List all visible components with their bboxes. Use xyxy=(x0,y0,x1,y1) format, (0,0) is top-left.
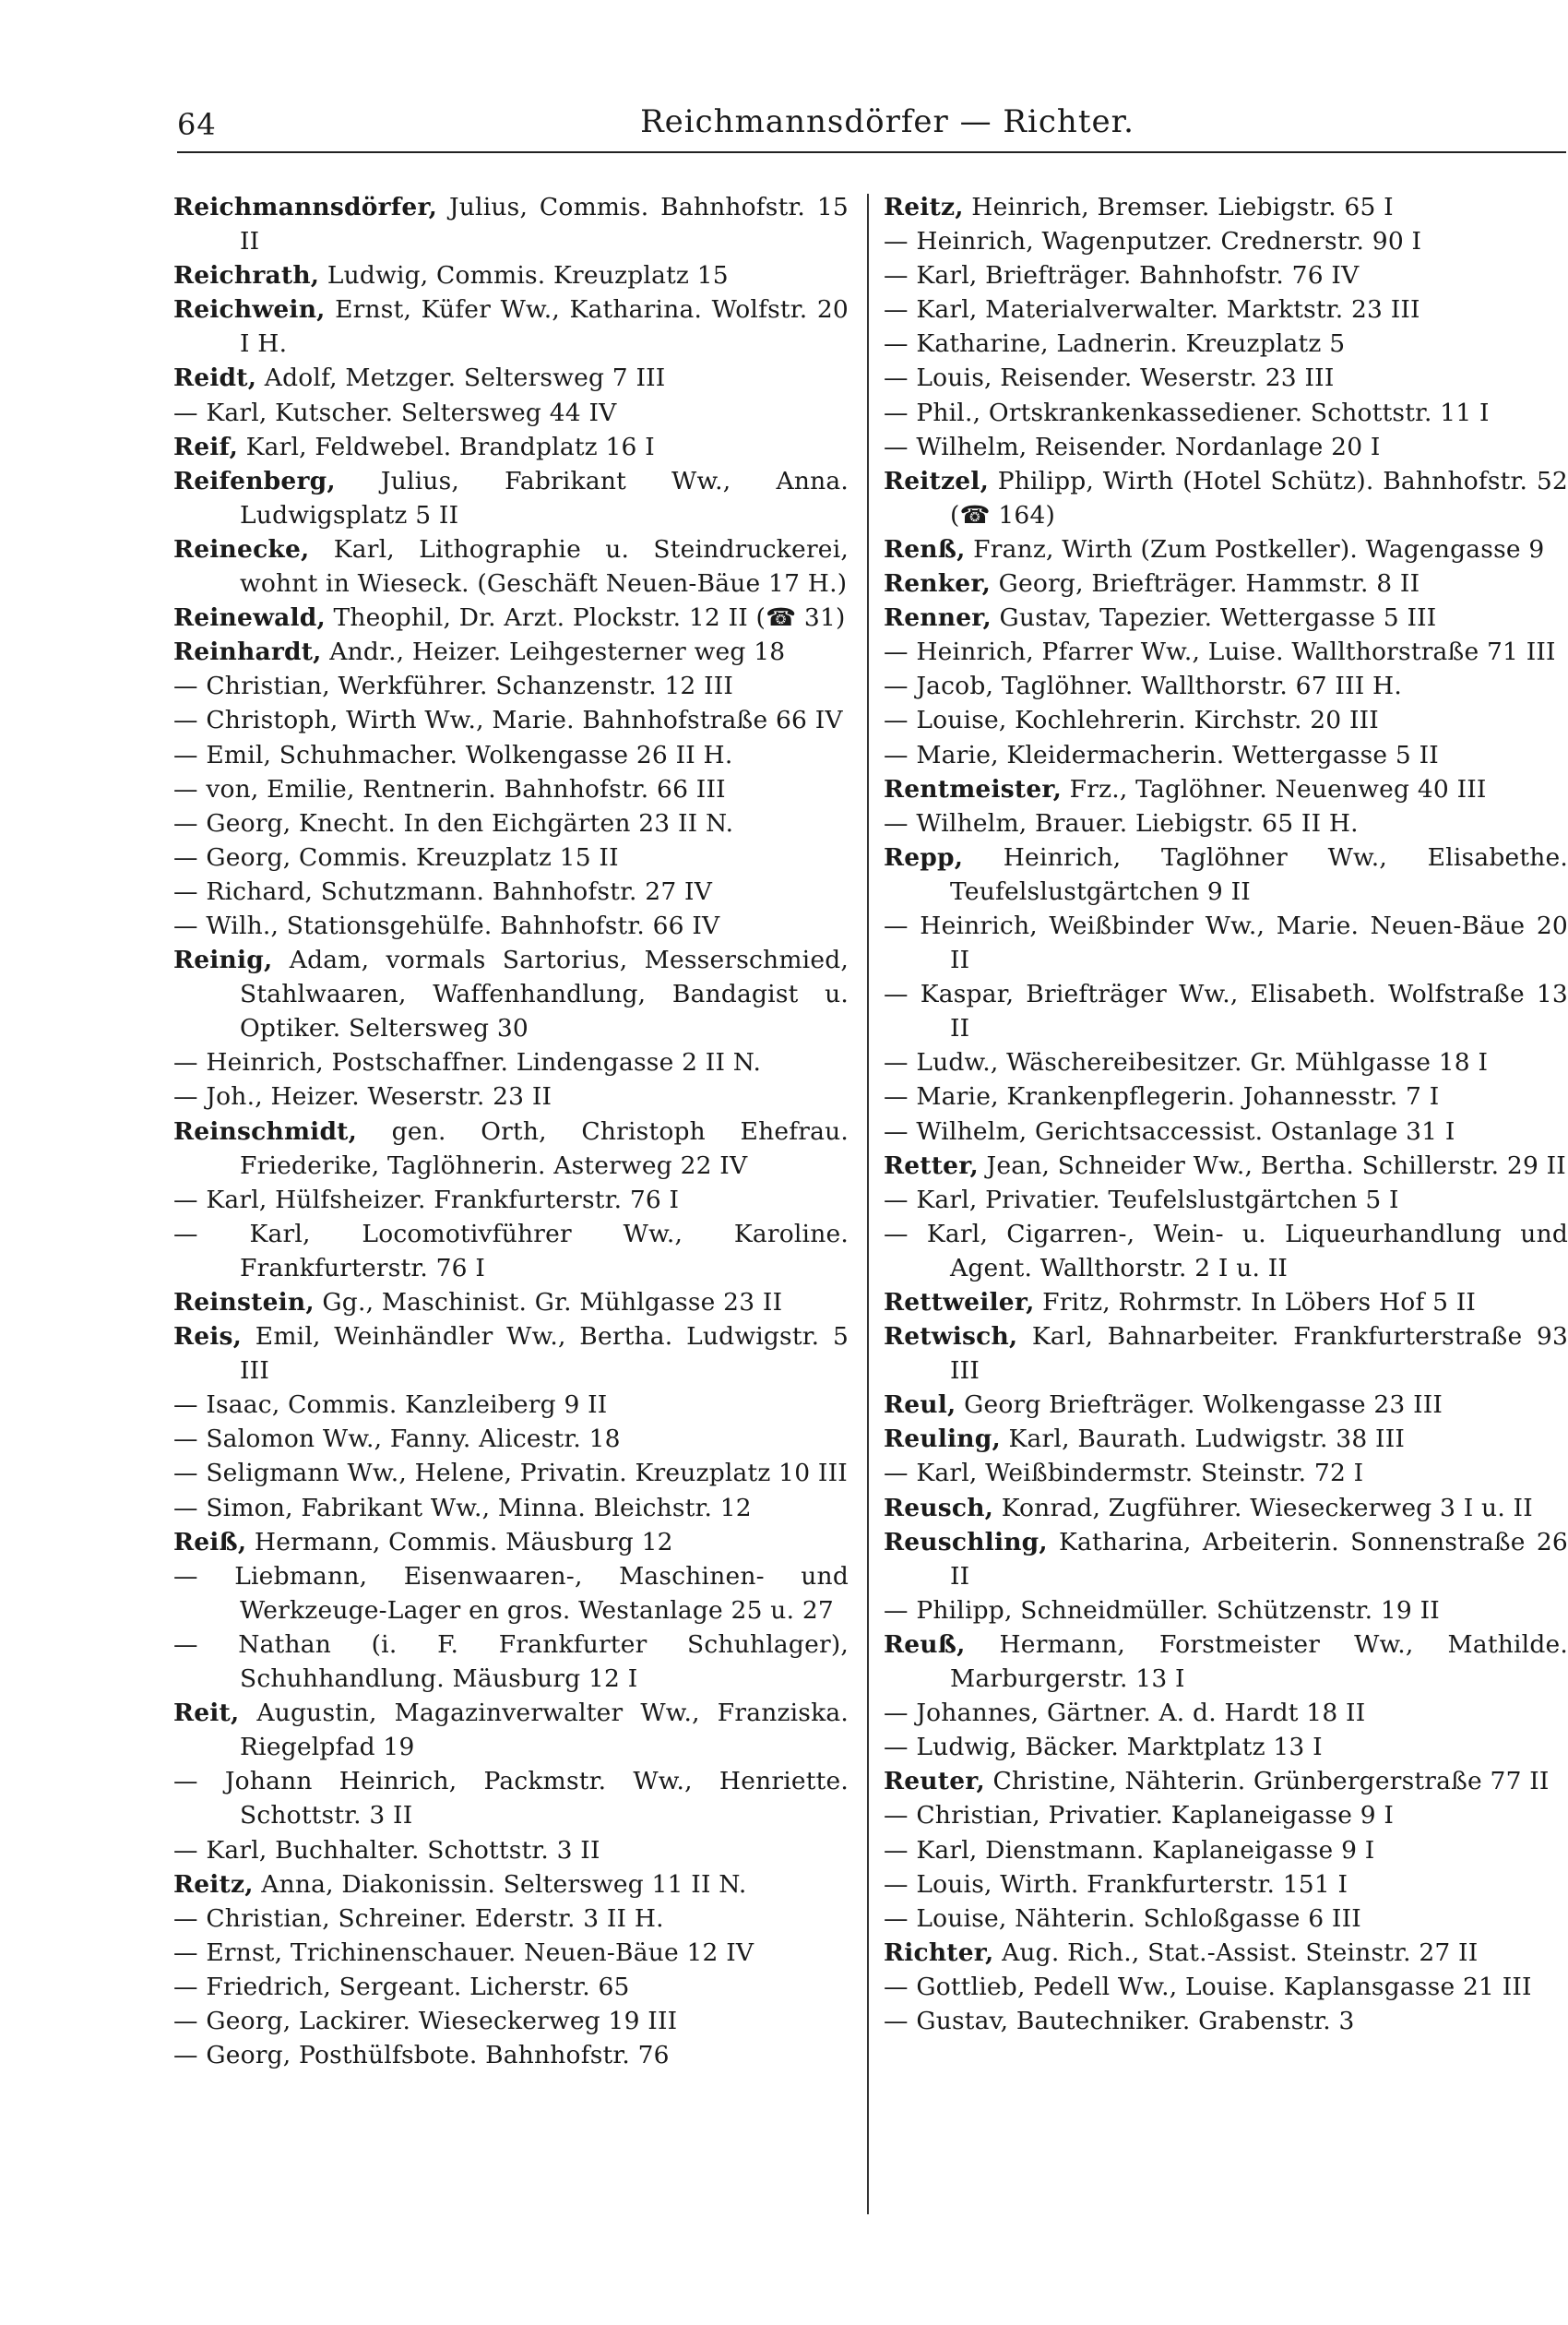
entry-details: Heinrich, Taglöhner Ww., Elisabethe. Teufelslustgärtchen 9 II xyxy=(950,842,1568,906)
directory-entry xyxy=(884,1388,1568,1422)
directory-entry xyxy=(884,327,1568,361)
entry-details: Georg, Briefträger. Hammstr. 8 II xyxy=(991,569,1420,599)
entry-details: — Katharine, Ladnerin. Kreuzplatz 5 xyxy=(884,329,1346,359)
entry-details: Jean, Schneider Ww., Bertha. Schillerstr. 29 II xyxy=(978,1151,1566,1180)
directory-entry xyxy=(884,1422,1568,1456)
entry-details: Adolf, Metzger. Seltersweg 7 III xyxy=(256,364,666,393)
directory-entry xyxy=(884,1079,1568,1114)
directory-entry xyxy=(173,430,849,464)
entry-surname: Reichmannsdörfer, xyxy=(173,193,438,221)
entry-details: — Georg, Knecht. In den Eichgärten 23 II N. xyxy=(173,808,734,838)
entry-details: Julius, Commis. Bahnhofstr. 15 II xyxy=(240,193,849,256)
directory-entry xyxy=(884,1045,1568,1079)
directory-entry xyxy=(173,464,849,532)
entry-surname: Reinecke, xyxy=(173,534,310,564)
entry-surname: Reitz, xyxy=(173,1869,254,1899)
entry-surname: Reusch, xyxy=(884,1493,994,1522)
directory-entry xyxy=(173,1285,849,1319)
directory-entry xyxy=(173,1902,849,1936)
entry-surname: Reifenberg, xyxy=(173,466,336,495)
entry-details: Katharina, Arbeiterin. Sonnenstraße 26 II xyxy=(950,1527,1568,1591)
entry-details: — Liebmann, Eisenwaaren-, Maschinen- und Werkzeuge-Lager en gros. Westanlage 25 u. 27 xyxy=(173,1561,849,1625)
directory-entry xyxy=(173,1936,849,1970)
entry-details: Anna, Diakonissin. Seltersweg 11 II N. xyxy=(253,1869,747,1899)
page-number: 64 xyxy=(177,107,217,142)
entry-surname: Reinig, xyxy=(173,946,273,975)
entry-details: — Phil., Ortskrankenkassediener. Schottstr. 11 I xyxy=(884,398,1490,427)
entry-details: Gg., Maschinist. Gr. Mühlgasse 23 II xyxy=(314,1288,783,1317)
directory-entry xyxy=(884,703,1568,737)
entry-details: — Louise, Nähterin. Schloßgasse 6 III xyxy=(884,1903,1361,1933)
entry-details: Karl, Feldwebel. Brandplatz 16 I xyxy=(238,432,655,461)
directory-entry xyxy=(884,806,1568,841)
entry-details: Franz, Wirth (Zum Postkeller). Wagengasse 9 xyxy=(965,534,1545,564)
entry-details: — Richard, Schutzmann. Bahnhofstr. 27 IV xyxy=(173,876,713,906)
directory-entry xyxy=(884,566,1568,601)
directory-entry xyxy=(173,532,849,601)
directory-entry xyxy=(884,1798,1568,1832)
entry-details: — Karl, Buchhalter. Schottstr. 3 II xyxy=(173,1835,600,1865)
entry-details: — Georg, Lackirer. Wieseckerweg 19 III xyxy=(173,2006,678,2035)
entry-details: — Karl, Materialverwalter. Marktstr. 23 III xyxy=(884,295,1420,325)
directory-entry xyxy=(173,190,849,258)
directory-entry xyxy=(173,292,849,361)
directory-entry xyxy=(173,772,849,806)
directory-entry xyxy=(884,396,1568,430)
directory-entry xyxy=(884,635,1568,669)
directory-entry xyxy=(173,806,849,841)
entry-details: — Wilhelm, Brauer. Liebigstr. 65 II H. xyxy=(884,808,1359,838)
entry-details: — Karl, Privatier. Teufelslustgärtchen 5 I xyxy=(884,1185,1399,1214)
entry-surname: Rettweiler, xyxy=(884,1288,1035,1317)
directory-entry xyxy=(884,841,1568,909)
entry-details: — Nathan (i. F. Frankfurter Schuhlager), Schuhhandlung. Mäusburg 12 I xyxy=(173,1629,849,1694)
entry-details: — Salomon Ww., Fanny. Alicestr. 18 xyxy=(173,1425,621,1454)
directory-entry xyxy=(173,1456,849,1490)
directory-entry xyxy=(884,1149,1568,1183)
entry-surname: Reitz, xyxy=(884,193,964,221)
running-head: Reichmannsdörfer — Richter. xyxy=(640,103,1134,140)
entry-details: — Karl, Briefträger. Bahnhofstr. 76 IV xyxy=(884,261,1360,291)
entry-details: Theophil, Dr. Arzt. Plockstr. 12 II (☎ 31) xyxy=(325,603,846,633)
directory-entry xyxy=(173,1867,849,1902)
entry-details: — Christian, Privatier. Kaplaneigasse 9 I xyxy=(884,1801,1395,1830)
entry-surname: Reinstein, xyxy=(173,1288,315,1317)
entry-surname: Renner, xyxy=(884,603,992,633)
entry-details: — Jacob, Taglöhner. Wallthorstr. 67 III H. xyxy=(884,672,1402,701)
entry-details: Augustin, Magazinverwalter Ww., Franziska. Riegelpfad 19 xyxy=(239,1699,849,1762)
page-header xyxy=(177,103,1459,148)
directory-entry xyxy=(884,1696,1568,1730)
entry-details: — Heinrich, Postschaffner. Lindengasse 2 II N. xyxy=(173,1048,762,1078)
entry-surname: Renker, xyxy=(884,569,992,599)
entry-details: — Gustav, Bautechniker. Grabenstr. 3 xyxy=(884,2006,1355,2035)
directory-entry xyxy=(173,1491,849,1525)
entry-details: — von, Emilie, Rentnerin. Bahnhofstr. 66 III xyxy=(173,774,726,804)
directory-entry xyxy=(884,669,1568,703)
entry-surname: Renß, xyxy=(884,534,966,564)
entry-details: — Johann Heinrich, Packmstr. Ww., Henriette. Schottstr. 3 II xyxy=(173,1767,849,1830)
left-column xyxy=(173,190,849,2072)
entry-details: — Louise, Kochlehrerin. Kirchstr. 20 III xyxy=(884,706,1379,735)
entry-details: — Karl, Kutscher. Seltersweg 44 IV xyxy=(173,398,617,427)
directory-entry xyxy=(173,1559,849,1628)
entry-details: — Wilhelm, Reisender. Nordanlage 20 I xyxy=(884,432,1381,461)
entry-details: — Heinrich, Wagenputzer. Crednerstr. 90 I xyxy=(884,227,1422,256)
entry-surname: Reul, xyxy=(884,1390,956,1420)
entry-details: Christine, Nähterin. Grünbergerstraße 77 II xyxy=(984,1767,1550,1796)
directory-entry xyxy=(884,464,1568,532)
directory-entry xyxy=(173,1525,849,1559)
entry-details: — Johannes, Gärtner. A. d. Hardt 18 II xyxy=(884,1699,1366,1728)
directory-entry xyxy=(173,841,849,875)
directory-entry xyxy=(173,1079,849,1114)
entry-details: — Seligmann Ww., Helene, Privatin. Kreuzplatz 10 III xyxy=(173,1459,848,1488)
directory-entry xyxy=(884,1936,1568,1970)
directory-entry xyxy=(173,1696,849,1764)
directory-entry xyxy=(884,430,1568,464)
entry-details: Heinrich, Bremser. Liebigstr. 65 I xyxy=(963,193,1394,221)
directory-entry xyxy=(884,1730,1568,1764)
entry-details: Julius, Fabrikant Ww., Anna. Ludwigsplatz 5 II xyxy=(240,466,849,530)
directory-entry xyxy=(173,943,849,1045)
directory-entry xyxy=(173,1388,849,1422)
entry-surname: Reuß, xyxy=(884,1629,966,1659)
entry-details: — Georg, Posthülfsbote. Bahnhofstr. 76 xyxy=(173,2041,670,2070)
entry-details: — Ludwig, Bäcker. Marktplatz 13 I xyxy=(884,1733,1323,1762)
directory-entry xyxy=(173,1045,849,1079)
directory-entry xyxy=(173,601,849,635)
entry-details: Philipp, Wirth (Hotel Schütz). Bahnhofstr. 52 (☎ 164) xyxy=(950,466,1568,530)
directory-entry xyxy=(884,2004,1568,2038)
entry-details: — Ernst, Trichinenschauer. Neuen-Bäue 12 IV xyxy=(173,1938,754,1967)
entry-details: Georg Briefträger. Wolkengasse 23 III xyxy=(956,1390,1443,1420)
entry-surname: Retter, xyxy=(884,1151,979,1180)
entry-details: Fritz, Rohrmstr. In Löbers Hof 5 II xyxy=(1034,1288,1477,1317)
entry-surname: Reuling, xyxy=(884,1425,1001,1454)
entry-details: Konrad, Zugführer. Wieseckerweg 3 I u. II xyxy=(993,1493,1533,1522)
directory-entry xyxy=(173,1319,849,1388)
entry-details: — Karl, Hülfsheizer. Frankfurterstr. 76 I xyxy=(173,1185,680,1214)
entry-surname: Retwisch, xyxy=(884,1322,1018,1352)
directory-entry xyxy=(884,1183,1568,1217)
entry-surname: Reinschmidt, xyxy=(173,1116,358,1146)
entry-surname: Reichwein, xyxy=(173,295,326,325)
column-divider xyxy=(867,194,869,2214)
entry-details: Frz., Taglöhner. Neuenweg 40 III xyxy=(1062,774,1487,804)
right-column xyxy=(884,190,1568,2038)
directory-entry xyxy=(173,1628,849,1696)
directory-entry xyxy=(884,190,1568,224)
header-rule xyxy=(177,151,1566,153)
directory-entry xyxy=(884,738,1568,772)
entry-details: Karl, Baurath. Ludwigstr. 38 III xyxy=(1000,1425,1406,1454)
entry-surname: Reinewald, xyxy=(173,603,326,633)
directory-entry xyxy=(884,772,1568,806)
directory-entry xyxy=(173,1970,849,2004)
entry-details: Karl, Bahnarbeiter. Frankfurterstraße 93 III xyxy=(950,1322,1568,1386)
directory-entry xyxy=(884,1628,1568,1696)
directory-entry xyxy=(884,1115,1568,1149)
entry-details: — Ludw., Wäschereibesitzer. Gr. Mühlgasse 18 I xyxy=(884,1048,1489,1078)
entry-details: Gustav, Tapezier. Wettergasse 5 III xyxy=(991,603,1437,633)
directory-entry xyxy=(884,909,1568,977)
entry-surname: Reuschling, xyxy=(884,1527,1048,1556)
directory-entry xyxy=(884,1764,1568,1798)
entry-surname: Reitzel, xyxy=(884,466,989,495)
directory-entry xyxy=(173,2038,849,2072)
directory-entry xyxy=(884,1217,1568,1285)
entry-details: — Wilh., Stationsgehülfe. Bahnhofstr. 66 IV xyxy=(173,911,720,940)
directory-entry xyxy=(173,635,849,669)
directory-entry xyxy=(173,1764,849,1832)
directory-entry xyxy=(173,1115,849,1183)
directory-entry xyxy=(173,361,849,395)
directory-entry xyxy=(884,224,1568,258)
entry-details: Hermann, Forstmeister Ww., Mathilde. Marburgerstr. 13 I xyxy=(950,1629,1568,1694)
entry-details: — Georg, Commis. Kreuzplatz 15 II xyxy=(173,842,619,872)
entry-surname: Reinhardt, xyxy=(173,638,322,667)
directory-entry xyxy=(884,1456,1568,1490)
entry-details: — Karl, Locomotivführer Ww., Karoline. Frankfurterstr. 76 I xyxy=(173,1219,849,1282)
entry-details: Ernst, Küfer Ww., Katharina. Wolfstr. 20 I H. xyxy=(240,295,849,359)
directory-entry xyxy=(884,601,1568,635)
entry-details: — Christian, Schreiner. Ederstr. 3 II H. xyxy=(173,1903,664,1933)
entry-details: — Louis, Reisender. Weserstr. 23 III xyxy=(884,364,1335,393)
entry-details: — Wilhelm, Gerichtsaccessist. Ostanlage 31 I xyxy=(884,1116,1455,1146)
directory-entry xyxy=(173,738,849,772)
entry-details: Karl, Lithographie u. Steindruckerei, wohnt in Wieseck. (Geschäft Neuen-Bäue 17 H.) xyxy=(240,534,849,599)
directory-entry xyxy=(173,669,849,703)
entry-surname: Reis, xyxy=(173,1322,243,1352)
entry-details: — Christian, Werkführer. Schanzenstr. 12 III xyxy=(173,672,734,701)
entry-details: Hermann, Commis. Mäusburg 12 xyxy=(246,1527,673,1556)
entry-details: — Simon, Fabrikant Ww., Minna. Bleichstr. 12 xyxy=(173,1493,752,1522)
entry-details: gen. Orth, Christoph Ehefrau. Friederike, Taglöhnerin. Asterweg 22 IV xyxy=(240,1116,849,1180)
entry-details: — Kaspar, Briefträger Ww., Elisabeth. Wolfstraße 13 II xyxy=(884,980,1568,1043)
directory-entry xyxy=(173,2004,849,2038)
entry-details: — Isaac, Commis. Kanzleiberg 9 II xyxy=(173,1390,608,1420)
directory-entry xyxy=(173,703,849,737)
directory-entry xyxy=(884,1902,1568,1936)
entry-surname: Repp, xyxy=(884,842,964,872)
entry-surname: Reichrath, xyxy=(173,261,320,291)
entry-details: — Marie, Krankenpflegerin. Johannesstr. 7 I xyxy=(884,1082,1440,1112)
directory-entry xyxy=(173,1422,849,1456)
entry-surname: Reif, xyxy=(173,432,238,461)
entry-details: Ludwig, Commis. Kreuzplatz 15 xyxy=(319,261,729,291)
entry-surname: Reuter, xyxy=(884,1767,985,1796)
directory-entry xyxy=(884,1593,1568,1628)
directory-entry xyxy=(884,1970,1568,2004)
entry-details: — Marie, Kleidermacherin. Wettergasse 5 II xyxy=(884,740,1439,769)
directory-entry xyxy=(173,1183,849,1217)
directory-entry xyxy=(173,875,849,909)
directory-entry xyxy=(173,909,849,943)
entry-surname: Reit, xyxy=(173,1699,240,1728)
directory-entry xyxy=(173,1833,849,1867)
directory-entry xyxy=(884,977,1568,1045)
entry-surname: Richter, xyxy=(884,1938,994,1967)
directory-entry xyxy=(884,1491,1568,1525)
directory-entry xyxy=(884,1319,1568,1388)
directory-entry xyxy=(884,361,1568,395)
entry-details: Adam, vormals Sartorius, Messerschmied, Stahlwaaren, Waffenhandlung, Bandagist u. Optiker. Seltersweg 30 xyxy=(240,946,849,1043)
directory-entry xyxy=(884,532,1568,566)
directory-entry xyxy=(884,1525,1568,1593)
entry-details: Andr., Heizer. Leihgesterner weg 18 xyxy=(321,638,786,667)
entry-details: — Joh., Heizer. Weserstr. 23 II xyxy=(173,1082,552,1112)
entry-surname: Reidt, xyxy=(173,364,257,393)
entry-details: — Heinrich, Weißbinder Ww., Marie. Neuen-Bäue 20 II xyxy=(884,911,1568,975)
directory-entry xyxy=(173,1217,849,1285)
entry-details: — Heinrich, Pfarrer Ww., Luise. Wallthorstraße 71 III xyxy=(884,638,1556,667)
entry-surname: Reiß, xyxy=(173,1527,247,1556)
entry-surname: Rentmeister, xyxy=(884,774,1063,804)
entry-details: — Emil, Schuhmacher. Wolkengasse 26 II H. xyxy=(173,740,733,769)
entry-details: Emil, Weinhändler Ww., Bertha. Ludwigstr. 5 III xyxy=(240,1322,849,1386)
entry-details: Aug. Rich., Stat.-Assist. Steinstr. 27 II xyxy=(993,1938,1479,1967)
directory-entry xyxy=(884,292,1568,327)
entry-details: — Karl, Weißbindermstr. Steinstr. 72 I xyxy=(884,1459,1364,1488)
entry-details: — Christoph, Wirth Ww., Marie. Bahnhofstraße 66 IV xyxy=(173,706,843,735)
entry-details: — Friedrich, Sergeant. Licherstr. 65 xyxy=(173,1972,630,2001)
directory-entry xyxy=(884,1833,1568,1867)
entry-details: — Gottlieb, Pedell Ww., Louise. Kaplansgasse 21 III xyxy=(884,1972,1532,2001)
directory-entry xyxy=(884,258,1568,292)
entry-details: — Louis, Wirth. Frankfurterstr. 151 I xyxy=(884,1869,1348,1899)
directory-entry xyxy=(173,396,849,430)
entry-details: — Philipp, Schneidmüller. Schützenstr. 19 II xyxy=(884,1595,1440,1625)
directory-entry xyxy=(884,1285,1568,1319)
entry-details: — Karl, Cigarren-, Wein- u. Liqueurhandlung und Agent. Wallthorstr. 2 I u. II xyxy=(884,1219,1568,1282)
directory-entry xyxy=(884,1867,1568,1902)
directory-entry xyxy=(173,258,849,292)
entry-details: — Karl, Dienstmann. Kaplaneigasse 9 I xyxy=(884,1835,1375,1865)
